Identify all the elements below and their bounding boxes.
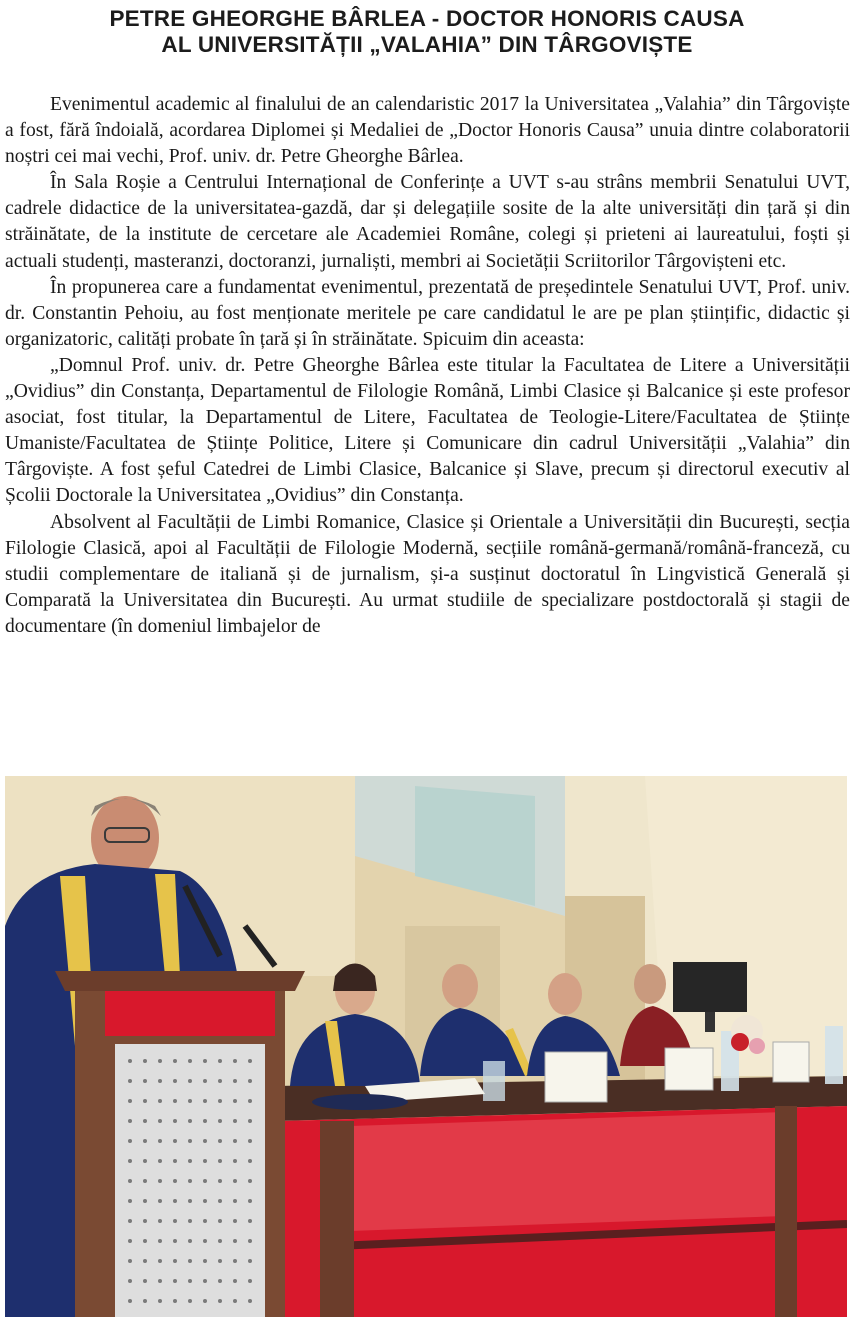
monitor (673, 962, 747, 1012)
paragraph-5: Absolvent al Facultății de Limbi Romanice, Clasice și Orientale a Universității din București, secția Filologie Clasică, apoi al Facultății de Filologie Modernă, secțiile română-germană/română-franceză, cu studii complementare de italiană și de jurnalism, și-a susținut doctoratul în Lingvistică Generală și Comparată la Universitatea din București. Au urmat studiile de specializare postdoctorală și stagii de documentare (în domeniul limbajelor de (5, 511, 850, 637)
name-card-1 (545, 1052, 607, 1102)
name-card-3 (773, 1042, 809, 1082)
paragraph-2: În Sala Roșie a Centrului Internațional de Conferințe a UVT s-au strâns membrii Senatului UVT, cadrele didactice de la universitatea-gazdă, dar și delegațiile sosite de la alte universități din țară și din străinătate, de la institute de cercetare ale Academiei Române, colegi și prieteni ai laureatului, foști și actuali studenți, masteranzi, doctoranzi, jurnaliști, membri ai Societății Scriitorilor Târgovișteni etc. (5, 172, 850, 272)
title-line-1: PETRE GHEORGHE BÂRLEA - DOCTOR HONORIS CAUSA (109, 6, 745, 31)
article-body (5, 92, 850, 640)
ceremony-photo (5, 776, 847, 1317)
article-title (0, 6, 854, 58)
paragraph-3: În propunerea care a fundamentat evenimentul, prezentată de președintele Senatului UVT, Prof. univ. dr. Constantin Pehoiu, au fost menționate meritele pe care candidatul le are pe plan științific, didactic și organizatoric, calități probate în țară și în străinătate. Spicuim din aceasta: (5, 276, 850, 350)
title-line-2: AL UNIVERSITĂȚII „VALAHIA” DIN TÂRGOVIȘTE (161, 32, 693, 57)
ceremony-photo-illustration (5, 776, 847, 1317)
paragraph-4: „Domnul Prof. univ. dr. Petre Gheorghe Bârlea este titular la Facultatea de Litere a Universității „Ovidius” din Constanța, Departamentul de Filologie Română, Limbi Clasice și Balcanice și este profesor asociat, fost titular, la Departamentul de Litere, Facultatea de Teologie-Litere/Facultatea de Științe Umaniste/Facultatea de Științe Politice, Litere și Comunicare din cadrul Universității „Valahia” din Târgoviște. A fost șeful Catedrei de Limbi Clasice, Balcanice și Slave, precum și directorul executiv al Școlii Doctorale la Universitatea „Ovidius” din Constanța. (5, 354, 850, 507)
paragraph-1: Evenimentul academic al finalului de an calendaristic 2017 la Universitatea „Valahia” din Târgoviște a fost, fără îndoială, acordarea Diplomei și Medaliei de „Doctor Honoris Causa” unuia dintre colaboratorii noștri cei mai vechi, Prof. univ. dr. Petre Gheorghe Bârlea. (5, 94, 850, 168)
name-card-2 (665, 1048, 713, 1090)
